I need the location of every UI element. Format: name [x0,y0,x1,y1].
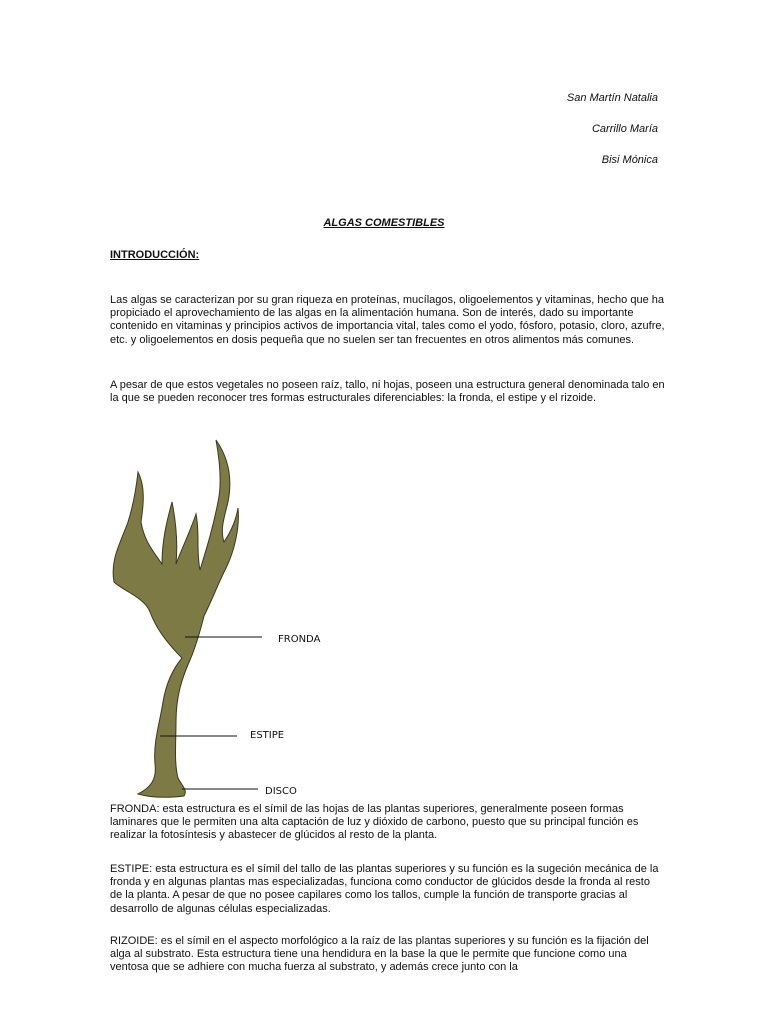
alga-shape [113,440,238,797]
author-name: Carrillo María [591,123,658,135]
intro-paragraph: A pesar de que estos vegetales no poseen raíz, tallo, ni hojas, poseen una estructura general denominada talo en la que se pueden reconocer tres formas estructurales diferenciables: la fronda, el estipe y el rizoide. [110,379,665,405]
section-heading: INTRODUCCIÓN: [110,249,200,261]
estipe-description: ESTIPE: esta estructura es el símil del tallo de las plantas superiores y su función es la sugeción mecánica de la fronda y en algunas plantas mas especializadas, funciona como conductor de glúcidos desde la fronda al resto de la planta. A pesar de que no posee capilares como los tallos, cumple la función de transporte gracias al desarrollo de algunas células especializadas. [110,863,659,915]
rizoide-description: RIZOIDE: es el símil en el aspecto morfológico a la raíz de las plantas superiores y su función es la fijación del alga al substrato. Esta estructura tiene una hendidura en la base la que le permite que funcione como una ventosa que se adhiere con mucha fuerza al substrato, y además crece junto con la [110,935,649,974]
author-name: Bisi Mónica [601,154,658,166]
estipe-label: ESTIPE [250,730,285,741]
document-title: ALGAS COMESTIBLES [323,217,445,229]
alga-diagram [100,432,380,802]
author-list [567,92,658,185]
author-name: San Martín Natalia [566,92,658,104]
fronda-label: FRONDA [278,634,321,645]
disco-label: DISCO [265,786,297,797]
fronda-description: FRONDA: esta estructura es el símil de las hojas de las plantas superiores, generalmente poseen formas laminares que le permiten una alta captación de luz y dióxido de carbono, puesto que su principal función es realizar la fotosíntesis y abastecer de glúcidos al resto de la planta. [110,803,639,842]
intro-paragraph: Las algas se caracterizan por su gran riqueza en proteínas, mucílagos, oligoelementos y vitaminas, hecho que ha propiciado el aprovechamiento de las algas en la alimentación humana. Son de interés, dado su importante contenido en vitaminas y principios activos de importancia vital, tales como el yodo, fósforo, potasio, cloro, azufre, etc. y oligoelementos en dosis pequeña que no suelen ser tan frecuentes en otros alimentos más comunes. [110,294,665,346]
alga-illustration [100,432,380,802]
